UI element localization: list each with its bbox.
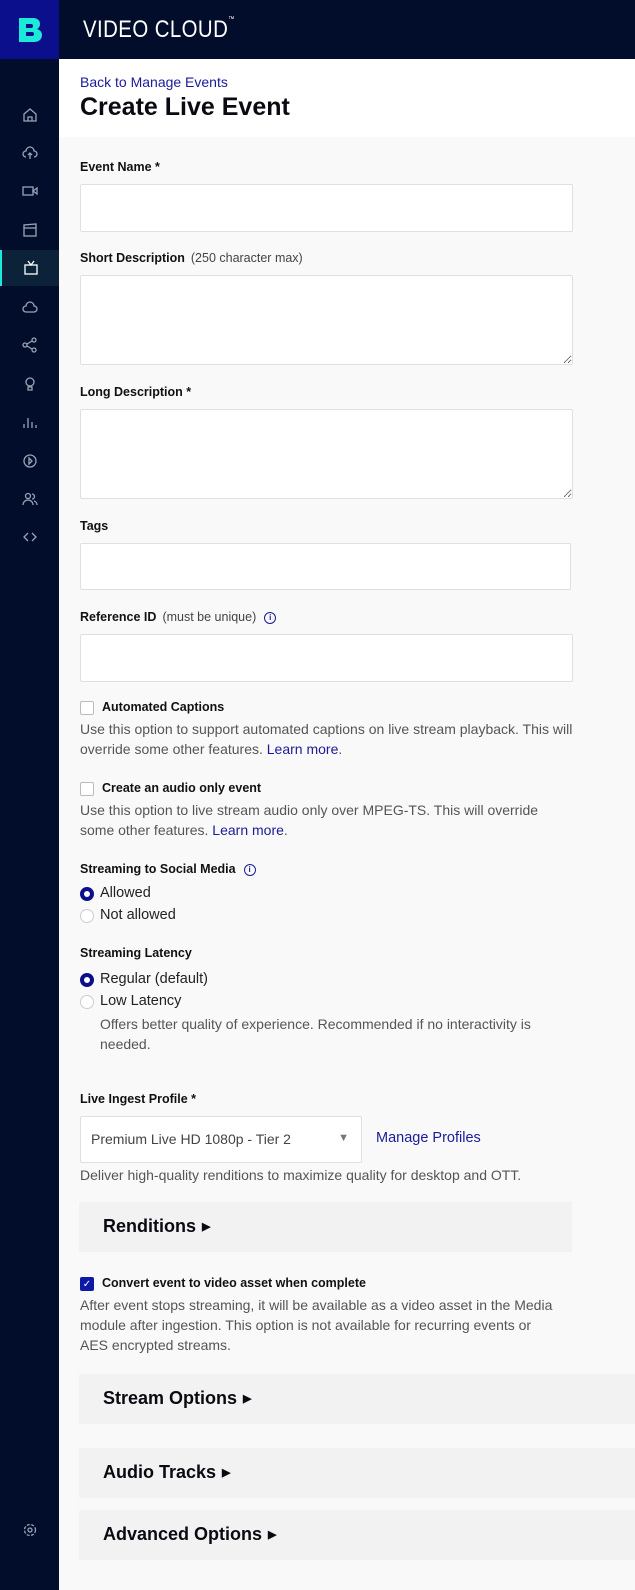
sidebar-item-social[interactable] bbox=[0, 327, 59, 363]
sidebar-item-home[interactable] bbox=[0, 97, 59, 133]
sidebar-item-code[interactable] bbox=[0, 519, 59, 555]
share-icon bbox=[22, 337, 38, 353]
audio-only-checkbox[interactable] bbox=[80, 782, 94, 796]
tags-label: Tags bbox=[80, 519, 109, 533]
long-description-textarea[interactable] bbox=[80, 409, 573, 499]
caret-right-icon: ▶ bbox=[202, 1221, 211, 1233]
caret-right-icon: ▶ bbox=[243, 1393, 252, 1405]
convert-to-asset-label: Convert event to video asset when complete bbox=[102, 1276, 366, 1290]
social-media-label-text: Streaming to Social Media bbox=[80, 862, 236, 876]
ingest-profile-select[interactable] bbox=[80, 1116, 362, 1163]
logo-icon bbox=[15, 15, 45, 45]
app-title bbox=[83, 16, 235, 44]
code-icon bbox=[22, 529, 38, 545]
social-media-label bbox=[80, 862, 256, 876]
reference-id-label-text: Reference ID bbox=[80, 610, 157, 624]
automated-captions-label: Automated Captions bbox=[102, 700, 225, 714]
convert-to-asset-description: After event stops streaming, it will be available as a video asset in the Media module after ingestion. This option is not available for recurring events or AES encrypted streams. bbox=[80, 1297, 553, 1353]
manage-profiles-link[interactable]: Manage Profiles bbox=[376, 1130, 481, 1146]
users-icon bbox=[22, 491, 38, 507]
low-latency-description: Offers better quality of experience. Recommended if no interactivity is needed. bbox=[100, 1016, 531, 1052]
event-name-input[interactable] bbox=[80, 184, 573, 232]
ingest-profile-description: Deliver high-quality renditions to maximize quality for desktop and OTT. bbox=[80, 1167, 522, 1183]
learn-more-link[interactable]: Learn more bbox=[266, 741, 339, 757]
sidebar-item-settings[interactable] bbox=[0, 1512, 59, 1548]
tags-input[interactable] bbox=[80, 543, 571, 590]
audio-only-desc-text: Use this option to live stream audio only over MPEG-TS. This will override some other features. bbox=[80, 802, 539, 838]
convert-to-asset-checkbox[interactable]: ✓ bbox=[80, 1277, 94, 1291]
radio-regular-latency[interactable] bbox=[80, 973, 94, 987]
brightcove-logo[interactable] bbox=[0, 0, 59, 59]
radio-low-label: Low Latency bbox=[100, 993, 182, 1009]
caret-right-icon: ▶ bbox=[268, 1529, 277, 1541]
radio-regular-label: Regular (default) bbox=[100, 971, 208, 987]
renditions-section-toggle[interactable] bbox=[79, 1202, 572, 1252]
radio-not-allowed[interactable] bbox=[80, 909, 94, 923]
back-to-manage-events-link[interactable]: Back to Manage Events bbox=[80, 74, 228, 90]
advanced-options-section-toggle[interactable] bbox=[79, 1510, 635, 1560]
automated-captions-desc-text: Use this option to support automated captions on live stream playback. This will override some other features. bbox=[80, 721, 573, 757]
sidebar bbox=[0, 59, 59, 1590]
home-icon bbox=[22, 107, 38, 123]
sidebar-item-upload[interactable] bbox=[0, 135, 59, 171]
reference-id-input[interactable] bbox=[80, 634, 573, 682]
radio-low-latency[interactable] bbox=[80, 995, 94, 1009]
reference-id-hint: (must be unique) bbox=[162, 610, 257, 624]
sidebar-item-players[interactable] bbox=[0, 443, 59, 479]
trademark: ™ bbox=[228, 16, 235, 23]
short-description-label-text: Short Description bbox=[80, 251, 185, 265]
tv-icon bbox=[23, 260, 39, 276]
section-title: Advanced Options bbox=[103, 1524, 263, 1544]
sidebar-item-studio[interactable] bbox=[0, 212, 59, 248]
dropdown-arrow-icon: ▼ bbox=[338, 1132, 349, 1144]
caret-right-icon: ▶ bbox=[222, 1467, 231, 1479]
ingest-profile-label: Live Ingest Profile * bbox=[80, 1092, 197, 1106]
short-description-label bbox=[80, 251, 303, 265]
radio-allowed[interactable] bbox=[80, 887, 94, 901]
radio-not-allowed-label: Not allowed bbox=[100, 907, 176, 923]
reference-id-label bbox=[80, 610, 276, 624]
audio-only-description: Use this option to live stream audio only over MPEG-TS. This will override some other features. Learn more. bbox=[80, 802, 539, 838]
stream-options-section-toggle[interactable] bbox=[79, 1374, 635, 1424]
video-camera-icon bbox=[22, 183, 38, 199]
section-title: Audio Tracks bbox=[103, 1462, 217, 1482]
sidebar-item-live[interactable] bbox=[0, 250, 59, 286]
sidebar-item-cloud[interactable] bbox=[0, 289, 59, 325]
event-name-label: Event Name * bbox=[80, 160, 160, 174]
section-title: Stream Options bbox=[103, 1388, 238, 1408]
audio-tracks-section-toggle[interactable] bbox=[79, 1448, 635, 1498]
automated-captions-checkbox[interactable] bbox=[80, 701, 94, 715]
learn-more-link[interactable]: Learn more bbox=[212, 822, 284, 838]
section-title: Renditions bbox=[103, 1216, 196, 1236]
info-icon[interactable]: i bbox=[264, 612, 276, 624]
cloud-icon bbox=[22, 299, 38, 315]
selected-profile: Premium Live HD 1080p - Tier 2 bbox=[91, 1131, 291, 1147]
page-title: Create Live Event bbox=[80, 93, 290, 121]
play-circle-icon bbox=[22, 453, 38, 469]
brand-text: VIDEO CLOUD bbox=[83, 16, 229, 43]
gear-icon bbox=[22, 1522, 38, 1538]
sidebar-item-analytics[interactable] bbox=[0, 404, 59, 440]
radio-allowed-label: Allowed bbox=[100, 885, 151, 901]
lightbulb-icon bbox=[22, 376, 38, 392]
info-icon[interactable]: i bbox=[244, 864, 256, 876]
sidebar-item-ideas[interactable] bbox=[0, 366, 59, 402]
audio-only-label: Create an audio only event bbox=[102, 781, 262, 795]
short-description-textarea[interactable] bbox=[80, 275, 573, 365]
upload-cloud-icon bbox=[22, 145, 38, 161]
long-description-label: Long Description * bbox=[80, 385, 192, 399]
analytics-icon bbox=[22, 414, 38, 430]
sidebar-item-media[interactable] bbox=[0, 173, 59, 209]
short-description-hint: (250 character max) bbox=[190, 251, 303, 265]
automated-captions-description: Use this option to support automated captions on live stream playback. This will override some other features. Learn more. bbox=[80, 721, 573, 757]
clapperboard-icon bbox=[22, 222, 38, 238]
streaming-latency-label: Streaming Latency bbox=[80, 946, 192, 960]
sidebar-item-users[interactable] bbox=[0, 481, 59, 517]
